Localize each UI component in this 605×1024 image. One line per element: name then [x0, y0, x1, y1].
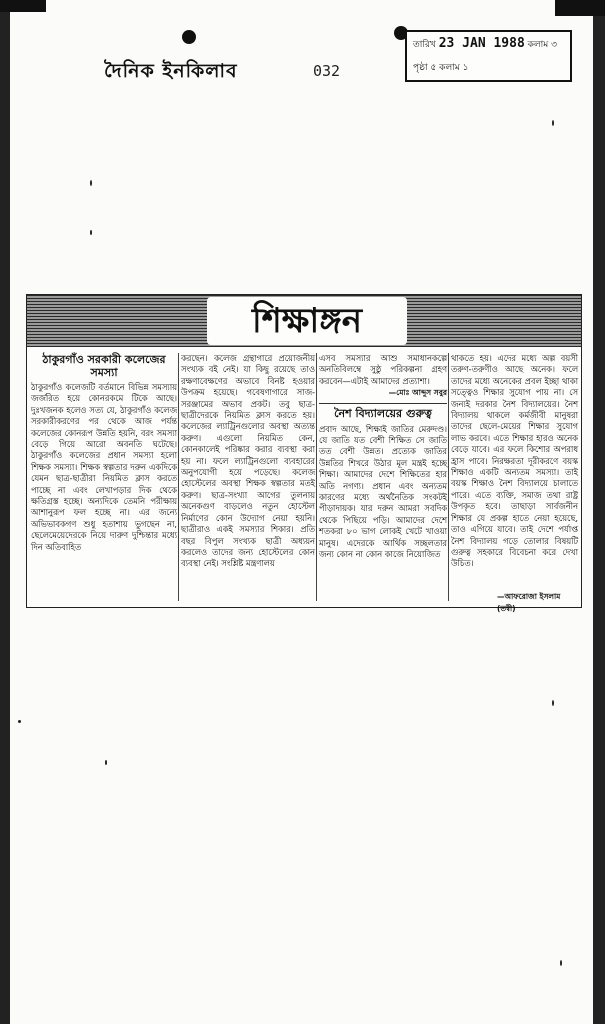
article2-byline: —আফরোজা ইসলাম (তন্বী): [497, 592, 561, 613]
page-number: 032: [313, 62, 341, 80]
article1-byline: —মোঃ আব্দুস সবুর: [388, 388, 447, 398]
article1-column2: [181, 353, 315, 605]
scan-right-edge: [593, 0, 605, 1024]
punch-hole: [182, 30, 196, 44]
stamp-extra: কলাম ৩: [527, 40, 557, 50]
article1-headline: ঠাকুরগাঁও সরকারী কলেজের সমস্যা: [42, 353, 166, 379]
newspaper-name: দৈনিক ইনকিলাব: [104, 60, 238, 82]
article-column3: [319, 353, 447, 605]
scan-speck: [90, 230, 92, 235]
stamp-page-value: ৫ কলাম ১: [430, 63, 469, 73]
scan-speck: [552, 700, 554, 706]
date-stamp: [405, 30, 572, 82]
scan-speck: [560, 960, 562, 966]
stamp-date-value: 23 JAN 1988: [438, 36, 525, 51]
article2-headline: নৈশ বিদ্যালয়ের গুরুত্ব: [319, 403, 447, 421]
article1-body-part3: এসব সমস্যার আশু সমাধানকল্পে অনতিবিলম্বে সুষ্ঠু পরিকল্পনা গ্রহণ করবেন—এটাই আমাদের প্রত্যাশা।: [319, 353, 447, 386]
column-rule: [448, 353, 449, 601]
stamp-page-row: [413, 60, 468, 75]
scan-left-edge: [0, 0, 10, 1024]
scan-top-left-edge: [0, 0, 46, 12]
article1-body-part1: ঠাকুরগাঁও কলেজটি বর্তমানে বিভিন্ন সমস্যায় জর্জরিত হয়ে কোনরকমে টিকে আছে। দুঃখজনক হলেও সত্য যে, ঠাকুরগাঁও কলেজ সরকারীকরণের পর থেকে আজ পর্যন্ত কলেজের কোনরূপ উন্নতি হয়নি, বরং সমস্যা বেড়ে গিয়ে আরো অবনতি ঘটেছে। ঠাকুরগাঁও কলেজের প্রধান সমস্যা হলো শিক্ষক সমস্যা। শিক্ষক স্বল্পতার দরুন একদিকে যেমন ছাত্র-ছাত্রীরা নিয়মিত ক্লাস করতে পাচ্ছে না এবং লেখাপড়ার দিক থেকে ক্ষতিগ্রস্ত হচ্ছে। অন্যদিকে তেমনি পরীক্ষায় আশানুরূপ ফল হচ্ছে না। এর জন্যে অভিভাবকগণ শুধু হতাশায় ভুগছেন না, ছেলেমেয়েদেরকে নিয়ে দারুণ দুশ্চিন্তার মধ্যে দিন অতিবাহিত: [31, 382, 177, 552]
scan-speck: [105, 760, 107, 765]
stamp-date-label: তারিখ: [413, 40, 436, 50]
scan-speck: [552, 120, 554, 126]
column-rule: [316, 353, 317, 601]
stamp-date-row: [413, 36, 557, 52]
newspaper-clipping: [26, 294, 582, 613]
article2-body-part2: থাকতে হয়। এদের মধ্যে অল্প বয়সী তরুণ-তরুণীও আছে অনেক। ফলে তাদের মধ্যে অনেকের প্রবল ইচ্ছা থাকা সত্ত্বেও শিক্ষার সুযোগ পায় না। সে জন্যই দরকার নৈশ বিদ্যালয়ের। নৈশ বিদ্যালয় থাকলে কর্মজীবী মানুষরা তাদের ছেলে-মেয়ের শিক্ষার সুযোগ লাভ করবে। এতে শিক্ষার হারও অনেক বেড়ে যাবে। এর ফলে কিশোর অপরাধ হ্রাস পাবে। নিরক্ষরতা দূরীকরণে বয়স্ক শিক্ষাও একটি অন্যতম সমস্যা। তাই বয়স্ক শিক্ষাও নৈশ বিদ্যালয়ে চালাতে পারে। এতে ব্যক্তি, সমাজ তথা রাষ্ট্র উপকৃত হবে। তাছাড়া সার্বজনীন শিক্ষার যে প্রকল্প হাতে নেয়া হয়েছে, তাও এগিয়ে যাবে। তাই দেশে পর্যাপ্ত নৈশ বিদ্যালয় গড়ে তোলার বিষয়টি গুরুত্ব সহকারে বিবেচনা করে দেখা উচিত।: [451, 353, 578, 569]
section-title: শিক্ষাঙ্গন: [207, 297, 407, 345]
article1-body-part2: করছেন। কলেজ গ্রন্থাগারে প্রয়োজনীয় সংখ্যক বই নেই। যা কিছু রয়েছে তাও রক্ষণাবেক্ষণের অভাবে বিনষ্ট হওয়ার উপক্রম হয়েছে। গবেষণাগারে সাজ-সরঞ্জামের অভাব প্রকট। তবু ছাত্র-ছাত্রীদেরকে নিয়মিত ক্লাস করতে হয়। কলেজের ল্যাট্রিনগুলোর অবস্থা অত্যন্ত করুণ। এগুলো নিয়মিত কেন, কোনকালেই পরিষ্কার করার ব্যবস্থা করা হয় না। ফলে ল্যাট্রিনগুলো ব্যবহারের অনুপযোগী হয়ে পড়েছে। কলেজ হোস্টেলের অবস্থা শিক্ষক স্বল্পতার মতই করুণ। ছাত্র-সংখ্যা আগের তুলনায় অনেকগুণ বাড়লেও নতুন হোস্টেল নির্মাণের কোন উদ্যোগ নেয়া হয়নি। ছাত্রীরাও একই সমস্যার শিকার। প্রতি বছর বিপুল সংখ্যক ছাত্রী অধ্যয়ন করলেও তাদের জন্য হোস্টেলের কোন ব্যবস্থা নেই। সংশ্লিষ্ট মন্ত্রণালয়: [181, 353, 315, 569]
scan-speck: [18, 720, 21, 723]
section-banner: [27, 295, 581, 347]
article2-column4: [451, 353, 578, 605]
article2-body-part1: প্রবাদ আছে, শিক্ষাই জাতির মেরুদণ্ড। যে জাতি যত বেশী শিক্ষিত সে জাতি তত বেশী উন্নত। প্রত্যেক জাতির উন্নতির শিখরে উঠার মূল মন্ত্রই হচ্ছে শিক্ষা। আমাদের দেশে শিক্ষিতের হার অতি নগণ্য। প্রধান এবং অন্যতম কারণের মধ্যে অর্থনৈতিক সংকটই পীড়াদায়ক। যার দরুন আমরা সবদিক থেকে পিছিয়ে পড়ি। আমাদের দেশে শতকরা ৮০ ভাগ লোকই খেটে খাওয়া মানুষ। এদেরকে আর্থিক সচ্ছলতার জন্য কোন না কোন কাজে নিয়োজিত: [319, 423, 447, 560]
column-rule: [178, 353, 179, 601]
stamp-page-label: পৃষ্ঠা: [413, 63, 428, 73]
scan-top-right-edge: [555, 0, 605, 16]
scan-speck: [90, 180, 92, 186]
article1-column1: [31, 353, 177, 605]
